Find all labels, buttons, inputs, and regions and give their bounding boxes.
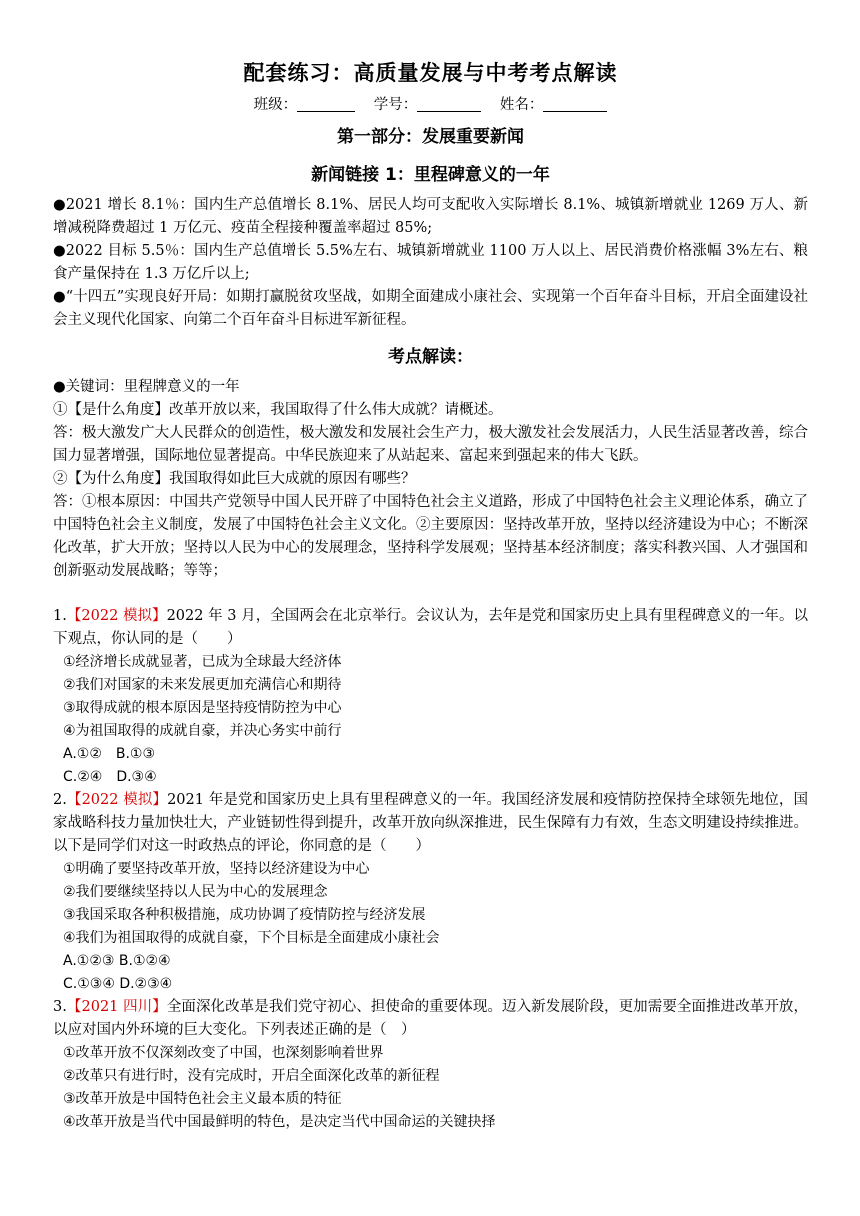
question-what: ①【是什么角度】改革开放以来，我国取得了什么伟大成就？请概述。	[53, 402, 503, 418]
statement-option[interactable]: ②改革只有进行时，没有完成时，开启全面深化改革的新征程	[63, 1068, 440, 1084]
question-why: ②【为什么角度】我国取得如此巨大成就的原因有哪些？	[53, 471, 416, 487]
question-number: 2.	[53, 792, 67, 808]
student-id-blank[interactable]	[417, 95, 481, 112]
part1-heading: 第一部分：发展重要新闻	[337, 127, 524, 147]
page-title: 配套练习：高质量发展与中考考点解读	[243, 61, 618, 85]
question-stem	[53, 605, 808, 651]
statement-option[interactable]: ③改革开放是中国特色社会主义最本质的特征	[63, 1091, 342, 1107]
question-text: 2022 年 3 月，全国两会在北京举行。会议认为，去年是党和国家历史上具有里程碑意义的一年。以下观点，你认同的是（ ）	[53, 608, 809, 647]
answer-choice-row[interactable]: A.①② B.①③	[63, 746, 156, 762]
analysis-heading: 考点解读：	[388, 347, 473, 367]
question-1	[53, 605, 808, 789]
class-blank[interactable]	[297, 95, 355, 112]
news-item: ●2022 目标 5.5％：国内生产总值增长 5.5%左右、城镇新增就业 1100 万人以上、居民消费价格涨幅 3%左右、粮食产量保持在 1.3 万亿斤以上;	[53, 243, 808, 282]
statement-option[interactable]: ②我们要继续坚持以人民为中心的发展理念	[63, 884, 328, 900]
name-label: 姓名：	[499, 97, 544, 113]
answer-choice-row[interactable]: C.①③④ D.②③④	[63, 976, 173, 992]
news-heading: 新闻链接 1：里程碑意义的一年	[311, 165, 550, 185]
class-label: 班级：	[253, 97, 298, 113]
news-item: ●2021 增长 8.1％：国内生产总值增长 8.1%、居民人均可支配收入实际增长 8.1%、城镇新增就业 1269 万人、新增减税降费超过 1 万亿元、疫苗全程接种覆盖率超过 85%;	[53, 197, 808, 236]
student-info-line	[53, 94, 808, 116]
question-source-tag: 【2021 四川】	[66, 999, 167, 1015]
question-2	[53, 789, 808, 996]
statement-option[interactable]: ④为祖国取得的成就自豪，并决心务实中前行	[63, 723, 342, 739]
question-source-tag: 【2022 模拟】	[66, 792, 168, 808]
answer-choice-row[interactable]: A.①②③ B.①②④	[63, 953, 171, 969]
answer-what: 答：极大激发广大人民群众的创造性，极大激发和发展社会生产力，极大激发社会发展活力，人民生活显著改善，综合国力显著增强，国际地位显著提高。中华民族迎来了从站起来、富起来到强起来的伟大飞跃。	[53, 425, 808, 464]
question-stem	[53, 789, 808, 858]
question-text: 全面深化改革是我们党守初心、担使命的重要体现。迈入新发展阶段，更加需要全面推进改革开放，以应对国内外环境的巨大变化。下列表述正确的是（ ）	[53, 999, 809, 1038]
name-blank[interactable]	[543, 95, 607, 112]
question-source-tag: 【2022 模拟】	[66, 608, 167, 624]
keyword-line: ●关键词：里程牌意义的一年	[53, 379, 240, 395]
question-number: 3.	[53, 999, 67, 1015]
statement-option[interactable]: ③我国采取各种积极措施，成功协调了疫情防控与经济发展	[63, 907, 426, 923]
student-id-label: 学号：	[373, 97, 418, 113]
question-number: 1.	[53, 608, 67, 624]
statement-option[interactable]: ④我们为祖国取得的成就自豪，下个目标是全面建成小康社会	[63, 930, 440, 946]
statement-option[interactable]: ③取得成就的根本原因是坚持疫情防控为中心	[63, 700, 342, 716]
answer-choice-row[interactable]: C.②④ D.③④	[63, 769, 157, 785]
statement-option[interactable]: ①经济增长成就显著，已成为全球最大经济体	[63, 654, 342, 670]
question-text: 2021 年是党和国家历史上具有里程碑意义的一年。我国经济发展和疫情防控保持全球领先地位，国家战略科技力量加快壮大，产业链韧性得到提升，改革开放向纵深推进，民生保障有力有效，生态文明建设持续推进。以下是同学们对这一时政热点的评论，你同意的是（ ）	[53, 792, 808, 854]
answer-why: 答：①根本原因：中国共产党领导中国人民开辟了中国特色社会主义道路，形成了中国特色社会主义理论体系，确立了中国特色社会主义制度，发展了中国特色社会主义文化。②主要原因：坚持改革开放，坚持以经济建设为中心；不断深化改革，扩大开放；坚持以人民为中心的发展理念，坚持科学发展观；坚持基本经济制度；落实科教兴国、人才强国和创新驱动发展战略；等等；	[53, 494, 808, 579]
news-item: ●“十四五”实现良好开局：如期打赢脱贫攻坚战，如期全面建成小康社会、实现第一个百年奋斗目标，开启全面建设社会主义现代化国家、向第二个百年奋斗目标进军新征程。	[53, 289, 808, 328]
section-spacer	[53, 583, 808, 605]
worksheet-page	[53, 58, 808, 1134]
question-3	[53, 996, 808, 1134]
question-stem	[53, 996, 808, 1042]
statement-option[interactable]: ①明确了要坚持改革开放，坚持以经济建设为中心	[63, 861, 370, 877]
statement-option[interactable]: ②我们对国家的未来发展更加充满信心和期待	[63, 677, 342, 693]
statement-option[interactable]: ①改革开放不仅深刻改变了中国，也深刻影响着世界	[63, 1045, 384, 1061]
statement-option[interactable]: ④改革开放是当代中国最鲜明的特色，是决定当代中国命运的关键抉择	[63, 1114, 496, 1130]
